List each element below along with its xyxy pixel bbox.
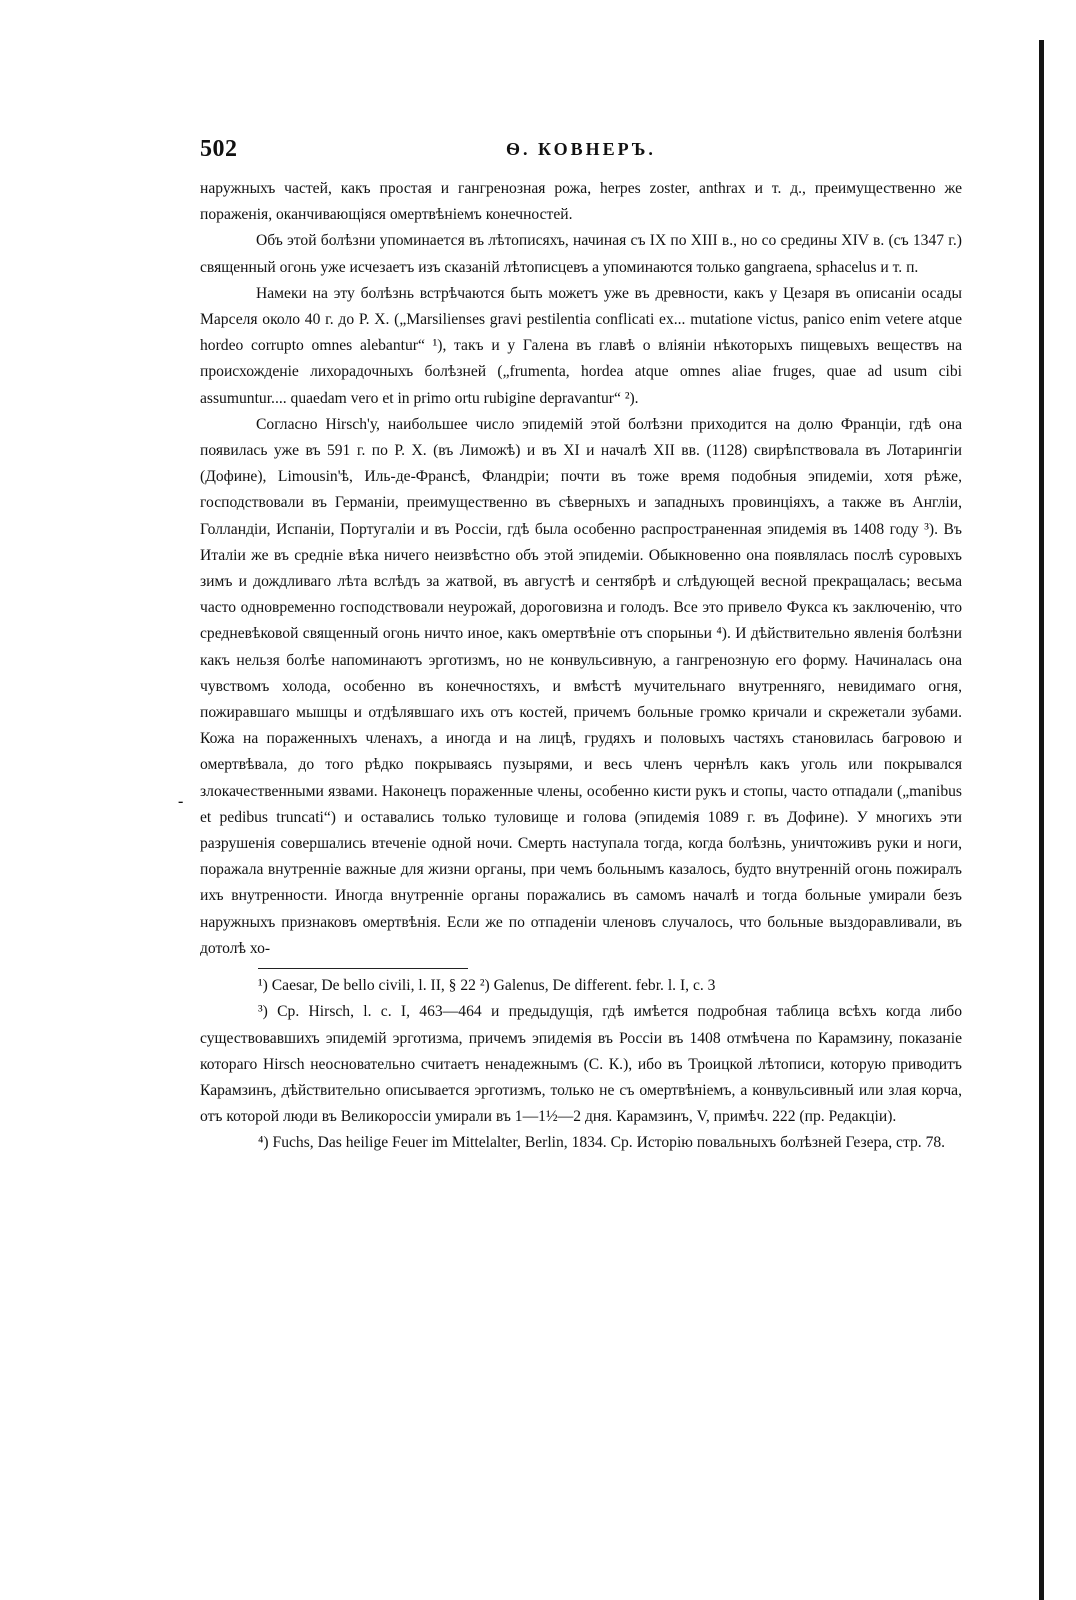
footnotes (200, 968, 962, 1156)
paragraph: Объ этой болѣзни упоминается въ лѣтописяхъ, начиная съ IX по XIII в., но со средины XIV в. (съ 1347 г.) священный огонь уже исчезаетъ изъ сказаній лѣтописцевъ а упоминаются только gangraena, sphacelus и т. п. (200, 232, 962, 276)
page-number: 502 (200, 136, 238, 162)
book-spine-edge (1039, 40, 1044, 1600)
footnote: ¹) Caesar, De bello civili, l. II, § 22 ²) Galenus, De different. febr. l. I, c. 3 (258, 977, 716, 995)
margin-mark: - (178, 793, 184, 810)
paragraph: Намеки на эту болѣзнь встрѣчаются быть можетъ уже въ древности, какъ у Цезаря въ описаніи осады Марселя около 40 г. до Р. Х. („Marsilienses gravi pestilentia conflicati ex... mutatione victus, panico enim vetere atque hordeo corrupto omnes alebantur“ ¹), такъ и у Галена въ главѣ о вліяніи нѣкоторыхъ пищевыхъ веществъ на происхожденіе лихорадочныхъ болѣзней („frumenta, hordea atque omnes aliae fruges, quae ad usum cibi assumuntur.... quaedam vero et in primo ortu rubigine depravantur“ ²). (200, 284, 962, 407)
paragraph-continuation: наружныхъ частей, какъ простая и гангренозная рожа, herpes zoster, anthrax и т. д., преимущественно же пораженія, оканчивающіяся омертвѣніемъ конечностей. (200, 180, 962, 224)
document-page (200, 136, 962, 1157)
running-title: Ѳ. КОВНЕРЪ. (506, 139, 656, 159)
paragraph: Согласно Hirsch'у, наибольшее число эпидемій этой болѣзни приходится на долю Франціи, гдѣ она появилась уже въ 591 г. по Р. Х. (въ Лиможѣ) и въ XI и началѣ XII вв. (1128) свирѣпствовала въ Лотарингіи (Дофине), Limousin'ѣ, Иль-де-Франсѣ, Фландріи; почти въ тоже время подобныя эпидеміи, хотя рѣже, господствовали въ Германіи, преимущественно въ сѣверныхъ и западныхъ провинціяхъ, а также въ Англіи, Голландіи, Испаніи, Португаліи и въ Россіи, гдѣ была особенно распространенная эпидемія въ 1408 году ³). Въ Италіи же въ средніе вѣка ничего неизвѣстно объ этой эпидеміи. Обыкновенно она появлялась послѣ суровыхъ зимъ и дождливаго лѣта вслѣдъ за жатвой, въ августѣ и сентябрѣ и слѣдующей весной прекращалась; весьма часто одновременно господствовали неурожай, дороговизна и голодъ. Все это привело Фукса къ заключенію, что средневѣковой священный огонь ничто иное, какъ омертвѣніе отъ спорыньи ⁴). И дѣйствительно явленія болѣзни какъ нельзя болѣе напоминаютъ эрготизмъ, но не конвульсивную, а гангренозную его форму. Начиналась она чувствомъ холода, особенно въ конечностяхъ, и вмѣстѣ мучительнаго внутренняго, невидимаго огня, пожиравшаго мышцы и отдѣлявшаго ихъ отъ костей, причемъ больные громко кричали и скрежетали зубами. Кожа на пораженныхъ членахъ, а иногда и на лицѣ, грудяхъ и половыхъ частяхъ становилась багровою и омертвѣвала, до того рѣдко покрываясь пузырями, и весь членъ чернѣлъ какъ уголь или покрывался злокачественными язвами. Наконецъ пораженные члены, особенно кисти рукъ и стопы, часто отпадали („manibus et pedibus truncati“) и оставались только туловище и голова (эпидемія 1089 г. въ Дофине). У многихъ эти разрушенія совершались втеченіе одной ночи. Смерть наступала тогда, когда болѣзнь, уничтоживъ руки и ноги, поражала внутренніе важные для жизни органы, при чемъ больнымъ казалось, будто внутренній огонь пожиралъ ихъ внутренности. Иногда внутренніе органы поражались въ самомъ началѣ и тогда больные умирали безъ наружныхъ признаковъ омертвѣнія. Если же по отпаденіи членовъ случалось, что больные выздоравливали, въ дотолѣ хо- (200, 415, 962, 957)
body-text (200, 176, 962, 962)
footnote-divider (258, 968, 468, 969)
footnote: ³) Ср. Hirsch, l. c. I, 463—464 и предыдущія, гдѣ имѣется подробная таблица всѣхъ когда либо существовавшихъ эпидемій эрготизма, причемъ эпидемія въ Россіи въ 1408 отмѣчена по Карамзину, показаніе котораго Hirsch неосновательно считаетъ ненадежнымъ (С. К.), ибо въ Троицкой лѣтописи, которую приводитъ Карамзинъ, дѣйствительно описывается эрготизмъ, только не съ омертвѣніемъ, а конвульсивный или злая корча, отъ которой люди въ Великороссіи умирали въ 1—1½—2 дня. Карамзинъ, V, примѣч. 222 (пр. Редакціи). (200, 1003, 962, 1126)
footnote: ⁴) Fuchs, Das heilige Feuer im Mittelalter, Berlin, 1834. Ср. Исторію повальныхъ болѣзней Гезера, стр. 78. (258, 1134, 946, 1152)
page-header (200, 136, 962, 176)
